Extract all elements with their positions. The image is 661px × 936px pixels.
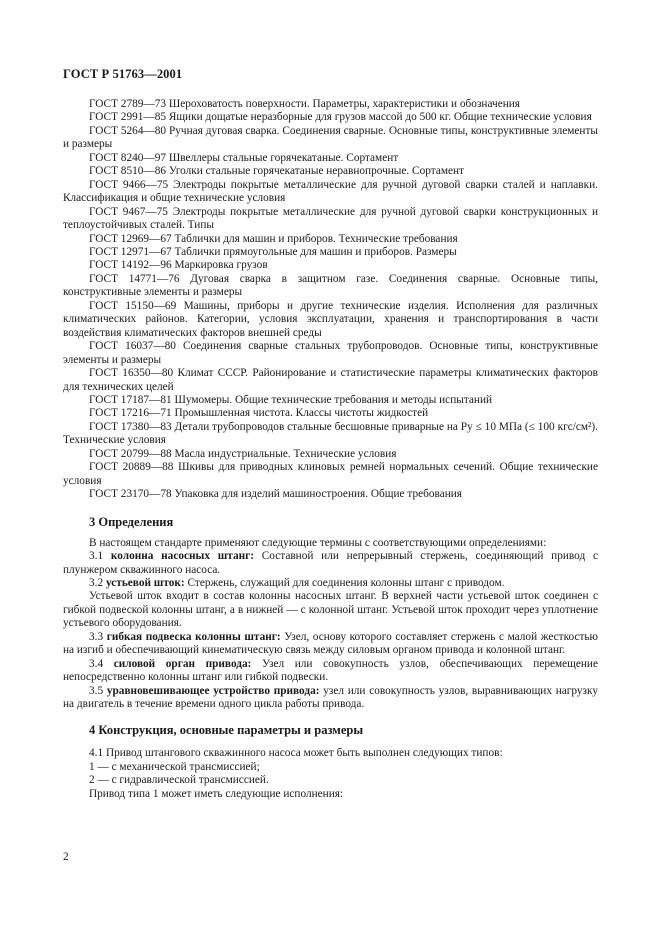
reference-item: ГОСТ 12971—67 Таблички прямоугольные для машин и приборов. Размеры [89,245,457,258]
document-header: ГОСТ Р 51763—2001 [63,67,183,81]
definition-term: уравновешивающее устройство привода: [106,684,320,697]
definition-term: колонна насосных штанг: [110,550,254,563]
definition-number: 3.1 [89,550,104,563]
reference-item: ГОСТ 17216—71 Промышленная чистота. Классы чистоты жидкостей [89,407,429,420]
section-3-intro: В настоящем стандарте применяют следующие термины с соответствующими определениями: [89,536,547,549]
section-4-paragraph: 4.1 Привод штангового скважинного насоса может быть выполнен следующих типов: [89,747,503,760]
reference-item: ГОСТ 14771—76 Дуговая сварка в защитном газе. Соединения сварные. Основные типы, конструктивные элементы и размеры [63,272,598,299]
section-4-heading: 4 Конструкция, основные параметры и размеры [89,723,364,738]
reference-item: ГОСТ 16037—80 Соединения сварные стальных трубопроводов. Основные типы, конструктивные элементы и размеры [63,340,598,366]
definition-number: 3.5 [89,684,104,697]
definition-3-2 [63,577,598,590]
definition-3-3 [63,631,598,658]
definition-term: силовой орган привода: [113,657,252,670]
reference-item: ГОСТ 23170—78 Упаковка для изделий машиностроения. Общие требования [89,488,462,501]
definition-number: 3.3 [89,630,104,643]
definition-text: Узел или совокупность узлов, обеспечивающих перемещение непосредственно колонны штанг или гибкой подвески. [63,657,598,684]
definition-text: Узел, основу которого составляет стержень с малой жесткостью на изгиб и обеспечивающий кинематическую связь между силовым органом привода и колонной штанг. [63,630,598,657]
reference-item: ГОСТ 9467—75 Электроды покрытые металлические для ручной дуговой сварки конструкционных и теплоустойчивых сталей. Типы [63,205,598,232]
definition-term: устьевой шток: [105,576,185,589]
reference-item: ГОСТ 9466—75 Электроды покрытые металлические для ручной дуговой сварки сталей и наплавки. Классификация и общие технические условия [63,178,598,205]
definition-3-4 [63,658,598,685]
definition-term: гибкая подвеска колонны штанг: [106,630,281,643]
definition-3-2-note: Устьевой шток входит в состав колонны насосных штанг. В верхней части устьевой шток соединен с гибкой подвеской колонны штанг, а в нижней — с колонной штанг. Устьевой шток проходит через уплотнение устьевого оборудования. [63,590,598,630]
definition-number: 3.2 [89,576,104,589]
section-4-paragraph: 1 — с механической трансмиссией; [89,760,260,773]
reference-item: ГОСТ 2991—85 Ящики дощатые неразборные для грузов массой до 500 кг. Общие технические условия [89,111,592,124]
definition-3-5 [63,685,598,712]
page-number: 2 [63,851,69,863]
reference-item: ГОСТ 20889—88 Шкивы для приводных клиновых ремней нормальных сечений. Общие технические условия [63,461,598,487]
section-3-heading: 3 Определения [89,514,174,529]
definition-number: 3.4 [89,657,104,670]
reference-item: ГОСТ 8240—97 Швеллеры стальные горячекатаные. Сортамент [89,151,399,164]
reference-item: ГОСТ 5264—80 Ручная дуговая сварка. Соединения сварные. Основные типы, конструктивные элементы и размеры [63,124,598,151]
reference-item: ГОСТ 17187—81 Шумомеры. Общие технические требования и методы испытаний [89,393,493,406]
reference-item: ГОСТ 20799—88 Масла индустриальные. Технические условия [89,447,397,460]
reference-item: ГОСТ 14192—96 Маркировка грузов [89,259,268,272]
reference-item: ГОСТ 2789—73 Шероховатость поверхности. Параметры, характеристики и обозначения [89,98,520,110]
reference-item: ГОСТ 12969—67 Таблички для машин и приборов. Технические требования [89,232,458,245]
definition-3-1 [63,550,598,577]
normative-references-list [63,98,598,502]
document-body [63,98,598,801]
definition-text: узел или совокупность узлов, выравнивающих нагрузку на двигатель в течение времени одного цикла работы привода. [63,684,598,711]
reference-item: ГОСТ 8510—86 Уголки стальные горячекатаные неравнопрочные. Сортамент [89,165,464,178]
definition-text: Составной или непрерывный стержень, соединяющий привод с плунжером скважинного насоса. [63,550,599,576]
section-4-paragraph: 2 — с гидравлической трансмиссией. [89,774,269,787]
reference-item: ГОСТ 16350—80 Климат СССР. Районирование и статистические параметры климатических факторов для технических целей [63,367,598,393]
reference-item: ГОСТ 17380—83 Детали трубопроводов стальные бесшовные приварные на Pу ≤ 10 МПа (≤ 100 кгс/см²). Технические условия [63,420,598,447]
section-4-paragraph: Привод типа 1 может иметь следующие исполнения: [89,787,344,800]
reference-item: ГОСТ 15150—69 Машины, приборы и другие технические изделия. Исполнения для различных климатических районов. Категории, условия эксплуатации, хранения и транспортирования в части воздействия климатических факторов внешней среды [63,299,598,339]
definition-text: Стержень, служащий для соединения колонны штанг с приводом. [187,576,505,589]
